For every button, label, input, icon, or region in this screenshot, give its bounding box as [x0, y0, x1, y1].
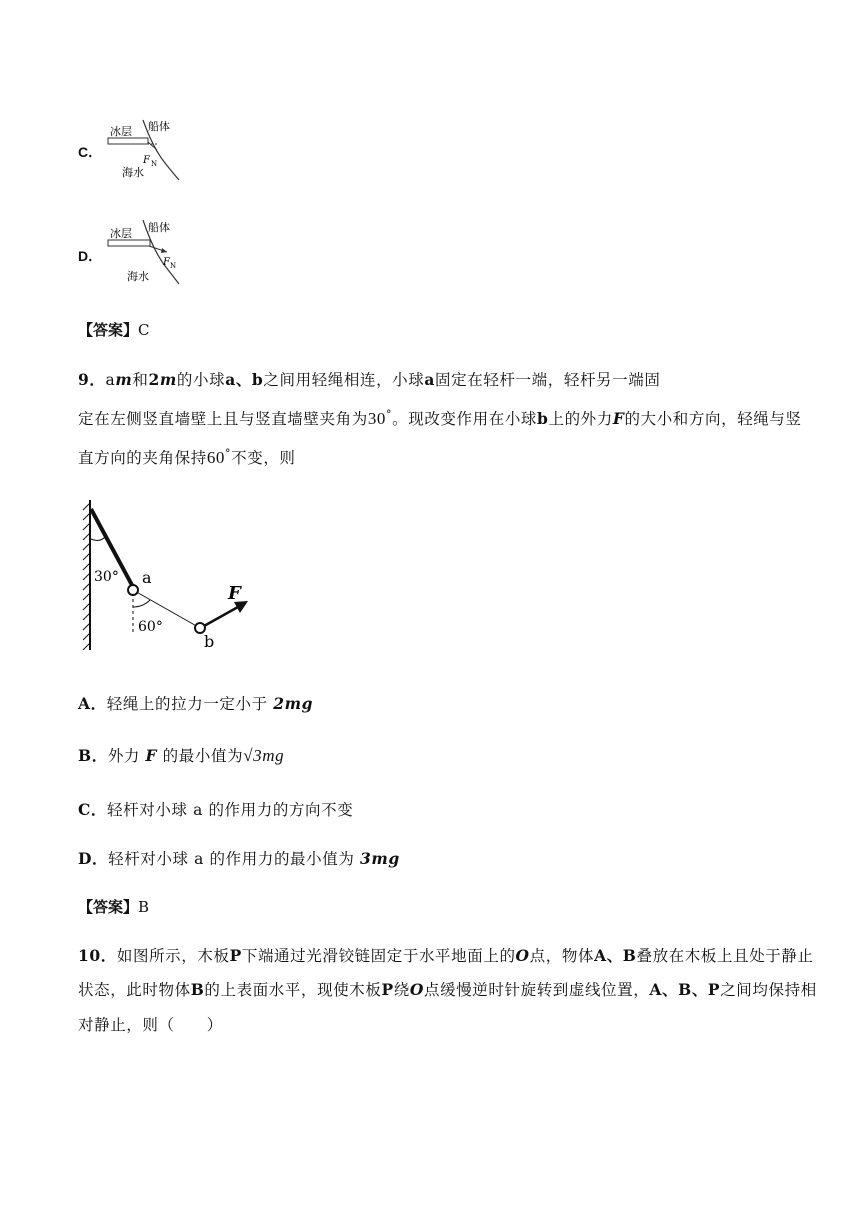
q10-board-P: P [229, 946, 242, 965]
angle-label-30: 30° [94, 569, 119, 585]
q10-line1 [78, 944, 814, 966]
degree-sign: ° [225, 446, 232, 460]
ice-layer-shape [108, 138, 148, 144]
wall [83, 500, 90, 650]
answer-value: B [138, 898, 150, 916]
q10-text: 的上表面水平，现使木板 [204, 981, 382, 999]
q9-option-d [78, 847, 400, 869]
ice-label: 冰层 [110, 227, 132, 240]
q9-text: 上的外力 [548, 410, 613, 428]
q10-text: 下端通过光滑铰链固定于水平地面上的 [241, 947, 516, 965]
option-text: 轻杆对小球 a 的作用力的方向不变 [107, 801, 354, 819]
q9-line1 [78, 368, 660, 390]
q9-force-F: F [612, 409, 625, 428]
force-label: F [228, 583, 241, 604]
option-c-figure [105, 118, 185, 184]
q9-text: 固定在轻杆一端，轻杆另一端固 [435, 371, 661, 389]
q10-point-O: O [515, 946, 530, 965]
q9-option-a [78, 692, 313, 714]
q9-text: a [105, 371, 116, 389]
q10-text: 对静止，则（ ） [78, 1016, 223, 1034]
q9-option-b [78, 744, 284, 766]
answer-tag: 【答案】 [78, 321, 139, 339]
q10-text: 点，物体 [529, 947, 595, 965]
q9-balls: a、b [225, 370, 264, 389]
q9-angle-30: 30 [367, 409, 387, 428]
q9-text: 的小球 [176, 371, 226, 389]
water-label: 海水 [127, 270, 149, 283]
ball-a-label: a [142, 568, 152, 587]
q9-line3 [78, 446, 296, 468]
option-d-figure [105, 218, 185, 288]
prev-answer [78, 319, 150, 340]
option-text: 外力 [107, 747, 146, 765]
q9-answer [78, 896, 149, 917]
option-text: 的最小值为 [157, 747, 244, 765]
degree-sign: ° [386, 407, 393, 421]
hull-label: 船体 [148, 221, 170, 234]
option-d-label: D． [78, 248, 103, 264]
q10-object-B: B [190, 980, 205, 999]
water-label: 海水 [122, 166, 144, 179]
q10-objects: A、B [594, 946, 637, 965]
answer-tag: 【答案】 [78, 898, 139, 916]
q9-ball-b: b [537, 409, 549, 428]
angle-arc-60 [133, 600, 150, 607]
q9-figure [80, 495, 270, 655]
angle-label-60: 60° [138, 619, 163, 635]
option-math: 2mg [273, 694, 314, 713]
q9-text: 直方向的夹角保持 [78, 449, 207, 467]
q9-mass-2m: m [159, 370, 177, 389]
ball-b-label: b [204, 632, 215, 651]
q9-number: 9． [78, 370, 106, 389]
option-math: √3mg [243, 746, 285, 765]
q10-text: 状态，此时物体 [78, 981, 191, 999]
option-force-F: F [145, 746, 158, 765]
q10-point-O: O [409, 980, 424, 999]
q9-text: 不变，则 [231, 449, 296, 467]
force-arrow [204, 607, 238, 626]
q10-line3 [78, 1013, 223, 1035]
force-sub: N [151, 160, 158, 168]
option-text: 轻绳上的拉力一定小于 [106, 695, 274, 713]
q10-text: 如图所示，木板 [116, 947, 230, 965]
q10-text: 点缓慢逆时针旋转到虚线位置， [424, 981, 650, 999]
q10-objects: A、B、P [649, 980, 721, 999]
q9-coef: 2 [148, 370, 160, 389]
arrowhead [161, 248, 167, 253]
force-label: F [163, 257, 170, 268]
q9-mass-m: m [115, 370, 133, 389]
force-label: F [143, 155, 150, 166]
hull-label: 船体 [148, 120, 170, 133]
q9-option-c [78, 798, 353, 820]
ball-a [128, 585, 138, 595]
q10-line2 [78, 978, 817, 1000]
option-math: 3mg [359, 849, 400, 868]
ice-label: 冰层 [110, 125, 132, 138]
answer-value: C [138, 321, 150, 339]
q9-ball-a: a [424, 370, 436, 389]
q9-text: 和 [132, 371, 149, 389]
option-label: C． [78, 800, 108, 819]
option-text: 轻杆对小球 a 的作用力的最小值为 [108, 850, 360, 868]
q9-text: 定在左侧竖直墙壁上且与竖直墙壁夹角为 [78, 410, 368, 428]
q10-text: 绕 [393, 981, 410, 999]
q9-text: 的大小和方向，轻绳与竖 [624, 410, 802, 428]
q9-text: 之间用轻绳相连，小球 [263, 371, 425, 389]
q10-board-P: P [381, 980, 394, 999]
q9-text: 。现改变作用在小球 [392, 410, 538, 428]
option-label: A． [78, 694, 107, 713]
option-label: D． [78, 849, 109, 868]
q10-text: 叠放在木板上且处于静止 [636, 947, 814, 965]
option-label: B． [78, 746, 108, 765]
option-c-label: C． [78, 144, 103, 160]
force-sub: N [170, 262, 177, 270]
ice-layer-shape [108, 240, 150, 246]
q9-angle-60: 60 [206, 448, 226, 467]
q10-text: 之间均保持相 [720, 981, 817, 999]
q9-line2 [78, 407, 802, 429]
q10-number: 10． [78, 946, 117, 965]
